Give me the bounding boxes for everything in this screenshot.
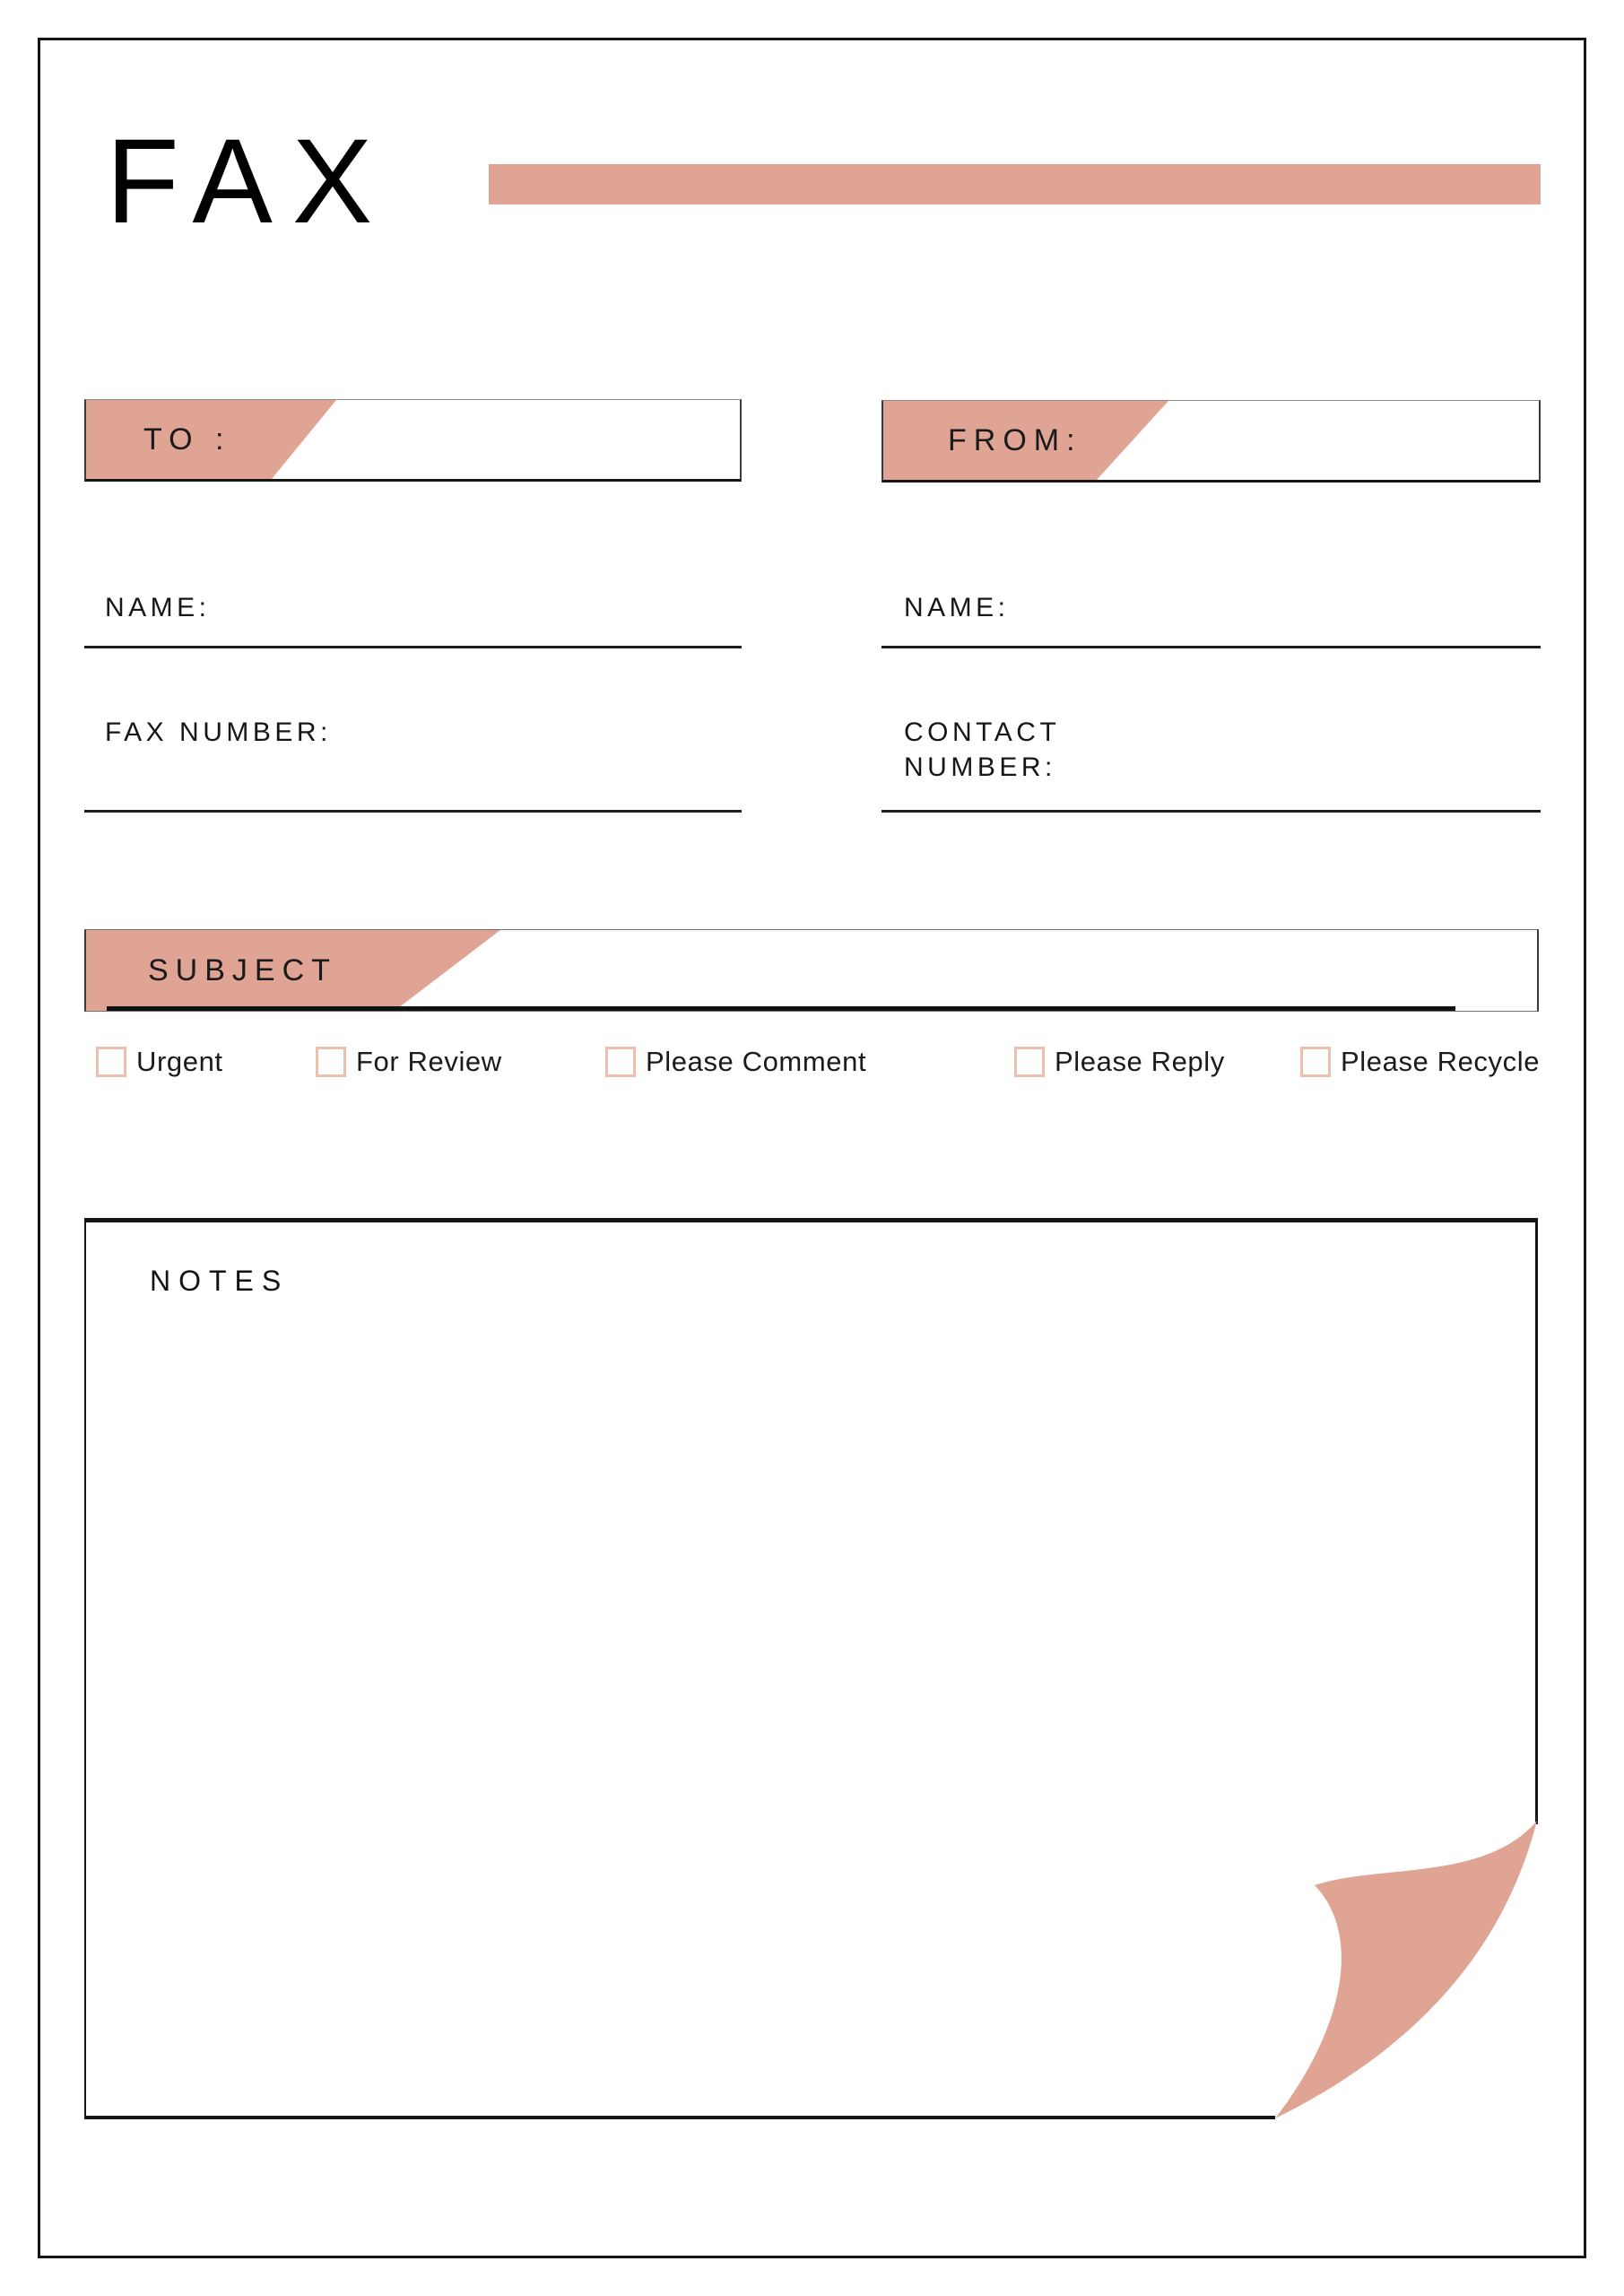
checkbox-option-please-recycle xyxy=(1300,1046,1540,1078)
please-comment-checkbox[interactable] xyxy=(605,1047,636,1077)
from-section-label: FROM: xyxy=(948,422,1082,457)
checkbox-option-urgent xyxy=(96,1046,223,1078)
checkbox-option-please-reply xyxy=(1014,1046,1225,1078)
to-name-input-line[interactable] xyxy=(84,646,742,648)
checkbox-option-please-comment xyxy=(605,1046,866,1078)
to-fax-number-input-line[interactable] xyxy=(84,810,742,813)
checkbox-option-for-review xyxy=(316,1046,502,1078)
from-contact-number-input-line[interactable] xyxy=(881,810,1541,813)
from-value-area[interactable] xyxy=(1178,406,1533,474)
from-section-box xyxy=(881,400,1541,483)
subject-underline xyxy=(107,1006,1455,1011)
checkbox-label: Please Reply xyxy=(1055,1046,1225,1077)
please-reply-checkbox[interactable] xyxy=(1014,1047,1045,1077)
checkbox-label: Please Comment xyxy=(646,1046,867,1077)
subject-value-area[interactable] xyxy=(739,935,1532,1005)
to-fax-number-label: FAX NUMBER: xyxy=(105,718,332,747)
to-name-label: NAME: xyxy=(105,593,211,622)
subject-section-label: SUBJECT xyxy=(148,952,337,987)
page-curl-decoration xyxy=(1272,1819,1541,2121)
to-section-label: TO : xyxy=(143,422,231,457)
title-accent-bar xyxy=(489,164,1541,204)
subject-section-box xyxy=(84,929,1539,1012)
please-recycle-checkbox[interactable] xyxy=(1300,1047,1331,1077)
from-name-label: NAME: xyxy=(904,593,1010,622)
notes-border-right xyxy=(1535,1218,1538,1824)
to-value-area[interactable] xyxy=(380,405,734,474)
checkbox-label: For Review xyxy=(356,1046,502,1077)
checkbox-label: Urgent xyxy=(136,1046,223,1077)
to-section-box xyxy=(84,399,742,482)
urgent-checkbox[interactable] xyxy=(96,1047,126,1077)
notes-section-label: NOTES xyxy=(150,1265,290,1297)
for-review-checkbox[interactable] xyxy=(316,1047,346,1077)
from-contact-number-label: CONTACT NUMBER: xyxy=(904,718,1060,782)
page-title: FAX xyxy=(106,115,393,248)
notes-border-bottom xyxy=(84,2116,1275,2119)
checkbox-label: Please Recycle xyxy=(1341,1046,1541,1077)
from-name-input-line[interactable] xyxy=(881,646,1541,648)
